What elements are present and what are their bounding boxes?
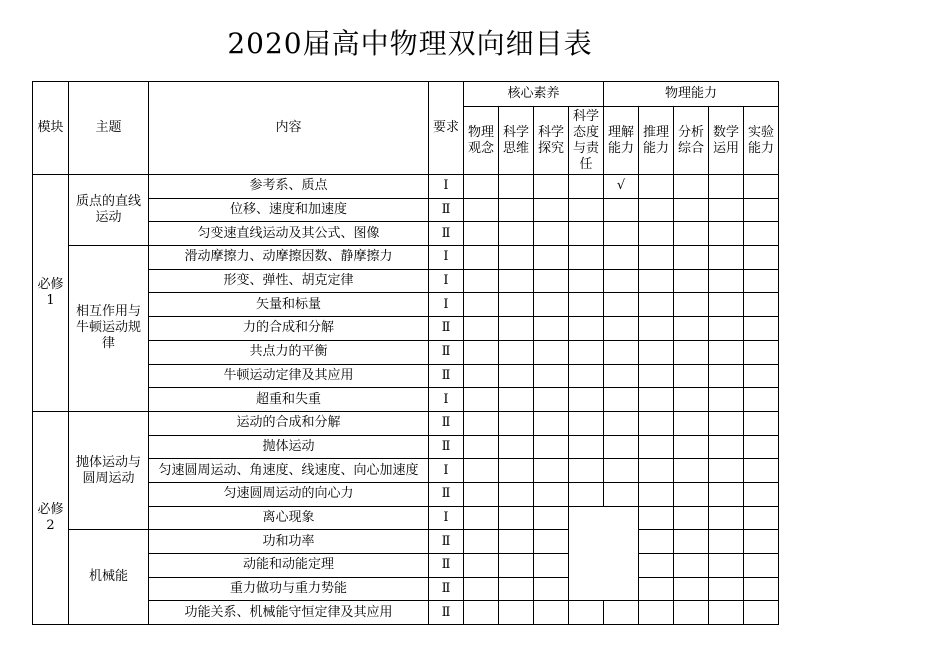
mark-cell xyxy=(464,577,499,601)
mark-cell xyxy=(604,601,639,625)
mark-cell xyxy=(499,364,534,388)
mark-cell xyxy=(569,388,604,412)
mark-cell xyxy=(534,317,569,341)
mark-cell xyxy=(744,317,779,341)
requirement-cell: Ⅱ xyxy=(429,317,464,341)
mark-cell xyxy=(499,506,534,530)
mark-cell xyxy=(464,411,499,435)
mark-cell xyxy=(569,411,604,435)
mark-cell xyxy=(709,340,744,364)
header-sub-4: 理解 能力 xyxy=(604,107,639,175)
mark-cell xyxy=(569,459,604,483)
mark-cell xyxy=(534,340,569,364)
mark-cell xyxy=(534,482,569,506)
mark-cell xyxy=(709,482,744,506)
header-sub-1: 科学 思维 xyxy=(499,107,534,175)
mark-cell xyxy=(744,222,779,246)
mark-cell xyxy=(569,317,604,341)
mark-cell xyxy=(639,388,674,412)
requirement-cell: Ⅱ xyxy=(429,577,464,601)
mark-cell xyxy=(674,246,709,270)
mark-cell xyxy=(464,459,499,483)
mark-cell xyxy=(604,340,639,364)
mark-cell xyxy=(534,388,569,412)
header-requirement: 要求 xyxy=(429,82,464,175)
mark-cell xyxy=(534,459,569,483)
mark-cell xyxy=(639,246,674,270)
mark-cell xyxy=(639,459,674,483)
mark-cell xyxy=(744,293,779,317)
merged-blank-cell xyxy=(569,506,639,601)
mark-cell xyxy=(744,198,779,222)
mark-cell xyxy=(604,411,639,435)
content-cell: 匀速圆周运动的向心力 xyxy=(149,482,429,506)
requirement-cell: Ⅰ xyxy=(429,269,464,293)
page-title: 2020届高中物理双向细目表 xyxy=(227,27,593,60)
mark-cell xyxy=(464,198,499,222)
mark-cell xyxy=(709,530,744,554)
content-cell: 形变、弹性、胡克定律 xyxy=(149,269,429,293)
mark-cell xyxy=(674,198,709,222)
mark-cell xyxy=(534,222,569,246)
content-cell: 匀变速直线运动及其公式、图像 xyxy=(149,222,429,246)
requirement-cell: Ⅱ xyxy=(429,601,464,625)
mark-cell xyxy=(534,364,569,388)
mark-cell xyxy=(464,482,499,506)
mark-cell xyxy=(744,459,779,483)
mark-cell xyxy=(709,198,744,222)
mark-cell xyxy=(499,482,534,506)
content-cell: 重力做功与重力势能 xyxy=(149,577,429,601)
requirement-cell: Ⅰ xyxy=(429,175,464,199)
mark-cell xyxy=(464,222,499,246)
mark-cell xyxy=(674,364,709,388)
mark-cell xyxy=(569,269,604,293)
mark-cell xyxy=(569,198,604,222)
mark-cell xyxy=(604,222,639,246)
mark-cell xyxy=(464,340,499,364)
mark-cell xyxy=(499,388,534,412)
mark-cell xyxy=(499,269,534,293)
mark-cell xyxy=(744,506,779,530)
mark-cell xyxy=(534,554,569,578)
content-cell: 参考系、质点 xyxy=(149,175,429,199)
mark-cell xyxy=(464,246,499,270)
content-cell: 共点力的平衡 xyxy=(149,340,429,364)
requirement-cell: Ⅱ xyxy=(429,340,464,364)
mark-cell xyxy=(499,222,534,246)
module-cell: 必修 1 xyxy=(33,175,69,412)
mark-cell xyxy=(464,175,499,199)
mark-cell xyxy=(534,198,569,222)
mark-cell xyxy=(744,388,779,412)
mark-cell xyxy=(744,577,779,601)
mark-cell xyxy=(709,411,744,435)
mark-cell xyxy=(499,175,534,199)
header-sub-5: 推理 能力 xyxy=(639,107,674,175)
mark-cell xyxy=(464,364,499,388)
mark-cell xyxy=(709,246,744,270)
mark-cell xyxy=(674,482,709,506)
mark-cell xyxy=(569,435,604,459)
mark-cell xyxy=(604,435,639,459)
header-content: 内容 xyxy=(149,82,429,175)
mark-cell xyxy=(499,459,534,483)
mark-cell xyxy=(499,530,534,554)
mark-cell xyxy=(639,269,674,293)
mark-cell xyxy=(709,317,744,341)
mark-cell xyxy=(499,293,534,317)
requirement-cell: Ⅱ xyxy=(429,482,464,506)
mark-cell xyxy=(639,364,674,388)
requirement-cell: Ⅰ xyxy=(429,388,464,412)
mark-cell xyxy=(639,482,674,506)
mark-cell xyxy=(639,411,674,435)
requirement-cell: Ⅱ xyxy=(429,411,464,435)
mark-cell xyxy=(499,554,534,578)
mark-cell xyxy=(569,601,604,625)
requirement-cell: Ⅱ xyxy=(429,198,464,222)
mark-cell xyxy=(674,459,709,483)
mark-cell xyxy=(499,246,534,270)
mark-cell xyxy=(464,435,499,459)
mark-cell xyxy=(639,293,674,317)
header-sub-3: 科学 态度 与责 任 xyxy=(569,107,604,175)
requirement-cell: Ⅰ xyxy=(429,293,464,317)
mark-cell xyxy=(604,364,639,388)
mark-cell xyxy=(744,435,779,459)
mark-cell xyxy=(499,435,534,459)
mark-cell xyxy=(674,530,709,554)
mark-cell xyxy=(604,459,639,483)
requirement-cell: Ⅰ xyxy=(429,246,464,270)
mark-cell xyxy=(464,601,499,625)
module-cell: 必修 2 xyxy=(33,411,69,624)
mark-cell: √ xyxy=(604,175,639,199)
mark-cell xyxy=(744,530,779,554)
mark-cell xyxy=(744,246,779,270)
topic-cell: 机械能 xyxy=(69,530,149,625)
table-row xyxy=(33,246,779,270)
mark-cell xyxy=(499,340,534,364)
mark-cell xyxy=(604,388,639,412)
mark-cell xyxy=(534,601,569,625)
requirement-cell: Ⅱ xyxy=(429,554,464,578)
mark-cell xyxy=(534,411,569,435)
header-sub-8: 实验 能力 xyxy=(744,107,779,175)
mark-cell xyxy=(709,506,744,530)
content-cell: 牛顿运动定律及其应用 xyxy=(149,364,429,388)
mark-cell xyxy=(674,435,709,459)
mark-cell xyxy=(744,601,779,625)
content-cell: 超重和失重 xyxy=(149,388,429,412)
mark-cell xyxy=(604,317,639,341)
header-sub-0: 物理 观念 xyxy=(464,107,499,175)
mark-cell xyxy=(604,198,639,222)
topic-cell: 抛体运动与 圆周运动 xyxy=(69,411,149,529)
mark-cell xyxy=(639,530,674,554)
mark-cell xyxy=(534,246,569,270)
mark-cell xyxy=(674,222,709,246)
mark-cell xyxy=(464,317,499,341)
mark-cell xyxy=(604,246,639,270)
table-row xyxy=(33,175,779,199)
mark-cell xyxy=(674,317,709,341)
header-physics-ability: 物理能力 xyxy=(604,82,779,107)
mark-cell xyxy=(674,601,709,625)
content-cell: 功能关系、机械能守恒定律及其应用 xyxy=(149,601,429,625)
mark-cell xyxy=(499,577,534,601)
mark-cell xyxy=(569,293,604,317)
mark-cell xyxy=(744,364,779,388)
mark-cell xyxy=(464,293,499,317)
mark-cell xyxy=(464,269,499,293)
mark-cell xyxy=(534,506,569,530)
content-cell: 矢量和标量 xyxy=(149,293,429,317)
requirement-cell: Ⅱ xyxy=(429,435,464,459)
mark-cell xyxy=(709,577,744,601)
content-cell: 滑动摩擦力、动摩擦因数、静摩擦力 xyxy=(149,246,429,270)
mark-cell xyxy=(674,506,709,530)
mark-cell xyxy=(674,175,709,199)
mark-cell xyxy=(499,317,534,341)
mark-cell xyxy=(639,198,674,222)
topic-cell: 相互作用与 牛顿运动规 律 xyxy=(69,246,149,412)
mark-cell xyxy=(569,246,604,270)
requirement-cell: Ⅱ xyxy=(429,364,464,388)
requirement-cell: Ⅱ xyxy=(429,530,464,554)
mark-cell xyxy=(639,175,674,199)
mark-cell xyxy=(744,411,779,435)
mark-cell xyxy=(639,317,674,341)
mark-cell xyxy=(499,198,534,222)
mark-cell xyxy=(534,435,569,459)
topic-cell: 质点的直线 运动 xyxy=(69,175,149,246)
mark-cell xyxy=(534,175,569,199)
content-cell: 位移、速度和加速度 xyxy=(149,198,429,222)
mark-cell xyxy=(709,459,744,483)
header-sub-7: 数学 运用 xyxy=(709,107,744,175)
header-sub-2: 科学 探究 xyxy=(534,107,569,175)
mark-cell xyxy=(709,222,744,246)
requirement-cell: Ⅰ xyxy=(429,459,464,483)
mark-cell xyxy=(744,482,779,506)
mark-cell xyxy=(534,293,569,317)
mark-cell xyxy=(674,577,709,601)
mark-cell xyxy=(639,577,674,601)
mark-cell xyxy=(674,388,709,412)
mark-cell xyxy=(709,435,744,459)
requirement-cell: Ⅰ xyxy=(429,506,464,530)
mark-cell xyxy=(639,506,674,530)
mark-cell xyxy=(709,554,744,578)
mark-cell xyxy=(639,435,674,459)
mark-cell xyxy=(674,269,709,293)
mark-cell xyxy=(744,269,779,293)
mark-cell xyxy=(744,554,779,578)
mark-cell xyxy=(709,175,744,199)
mark-cell xyxy=(674,411,709,435)
content-cell: 匀速圆周运动、角速度、线速度、向心加速度 xyxy=(149,459,429,483)
mark-cell xyxy=(534,577,569,601)
mark-cell xyxy=(639,222,674,246)
mark-cell xyxy=(499,601,534,625)
mark-cell xyxy=(569,175,604,199)
header-topic: 主题 xyxy=(69,82,149,175)
mark-cell xyxy=(639,601,674,625)
header-module: 模块 xyxy=(33,82,69,175)
mark-cell xyxy=(534,269,569,293)
mark-cell xyxy=(709,601,744,625)
mark-cell xyxy=(639,554,674,578)
mark-cell xyxy=(534,530,569,554)
mark-cell xyxy=(499,411,534,435)
mark-cell xyxy=(674,340,709,364)
mark-cell xyxy=(604,269,639,293)
content-cell: 离心现象 xyxy=(149,506,429,530)
mark-cell xyxy=(464,506,499,530)
content-cell: 力的合成和分解 xyxy=(149,317,429,341)
content-cell: 功和功率 xyxy=(149,530,429,554)
mark-cell xyxy=(709,364,744,388)
table-row xyxy=(33,411,779,435)
mark-cell xyxy=(569,222,604,246)
mark-cell xyxy=(569,482,604,506)
mark-cell xyxy=(569,364,604,388)
mark-cell xyxy=(744,340,779,364)
mark-cell xyxy=(464,554,499,578)
table-row xyxy=(33,530,779,554)
mark-cell xyxy=(639,340,674,364)
header-sub-6: 分析 综合 xyxy=(674,107,709,175)
mark-cell xyxy=(604,482,639,506)
mark-cell xyxy=(464,388,499,412)
mark-cell xyxy=(464,530,499,554)
mark-cell xyxy=(709,269,744,293)
header-core-literacy: 核心素养 xyxy=(464,82,604,107)
detail-table xyxy=(32,81,779,625)
content-cell: 动能和动能定理 xyxy=(149,554,429,578)
mark-cell xyxy=(744,175,779,199)
content-cell: 抛体运动 xyxy=(149,435,429,459)
mark-cell xyxy=(674,554,709,578)
mark-cell xyxy=(569,340,604,364)
mark-cell xyxy=(709,293,744,317)
requirement-cell: Ⅱ xyxy=(429,222,464,246)
mark-cell xyxy=(604,293,639,317)
mark-cell xyxy=(709,388,744,412)
content-cell: 运动的合成和分解 xyxy=(149,411,429,435)
mark-cell xyxy=(674,293,709,317)
